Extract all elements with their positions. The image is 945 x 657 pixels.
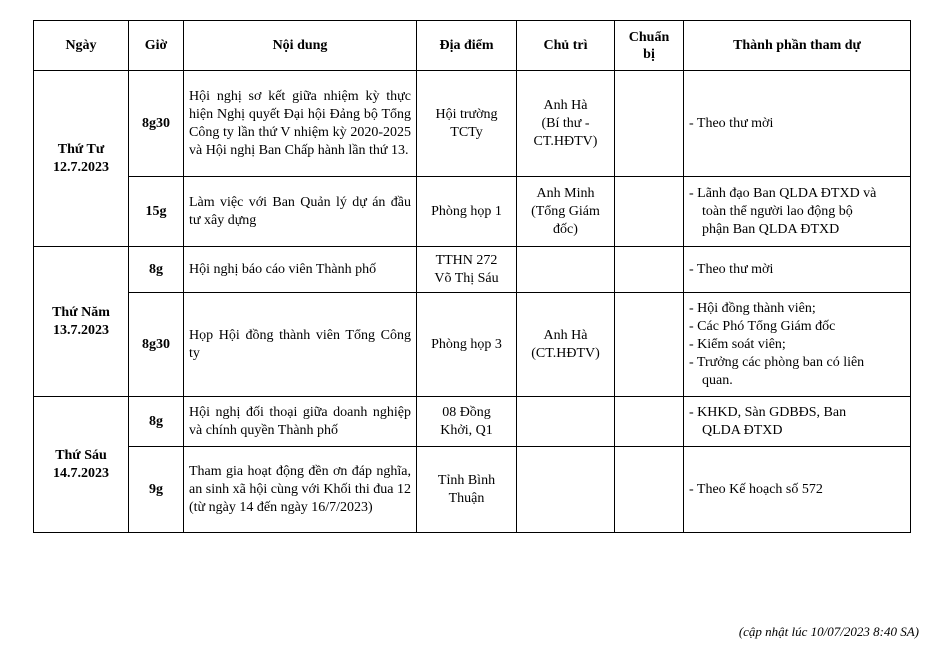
attendee-line: - Trưởng các phòng ban có liên (689, 354, 865, 370)
host-cell (517, 247, 615, 293)
location-cell: Phòng họp 3 (417, 293, 517, 397)
time-cell: 8g (129, 397, 184, 447)
prep-cell (615, 447, 684, 533)
time-cell: 9g (129, 447, 184, 533)
time-cell: 15g (129, 177, 184, 247)
prep-cell (615, 293, 684, 397)
header-host: Chủ trì (517, 21, 615, 71)
day-name: Thứ Tư (57, 141, 105, 157)
schedule-table (33, 20, 911, 533)
time-cell: 8g30 (129, 293, 184, 397)
content-cell: Hội nghị báo cáo viên Thành phố (184, 247, 417, 293)
location-cell: TTHN 272 Võ Thị Sáu (417, 247, 517, 293)
day-name: Thứ Sáu (55, 447, 107, 463)
day-name: Thứ Năm (52, 304, 110, 320)
host-cell (517, 397, 615, 447)
attendee-line: - Theo Kế hoạch số 572 (689, 481, 823, 497)
host-cell: Anh Minh (Tổng Giám đốc) (517, 177, 615, 247)
header-attendees: Thành phần tham dự (684, 21, 911, 71)
header-time: Giờ (129, 21, 184, 71)
host-cell: Anh Hà (CT.HĐTV) (517, 293, 615, 397)
day-date: 12.7.2023 (53, 159, 109, 175)
content-cell: Họp Hội đồng thành viên Tổng Công ty (184, 293, 417, 397)
attendees-cell (684, 177, 911, 247)
header-row (34, 21, 911, 71)
table-row (34, 177, 911, 247)
prep-cell (615, 397, 684, 447)
prep-cell (615, 247, 684, 293)
location-cell: Tỉnh Bình Thuận (417, 447, 517, 533)
attendee-line: - Kiểm soát viên; (689, 336, 786, 352)
attendee-line: - Theo thư mời (689, 261, 774, 277)
attendee-line: - Hội đồng thành viên; (689, 300, 816, 316)
day-cell (34, 397, 129, 533)
time-cell: 8g (129, 247, 184, 293)
table-row (34, 447, 911, 533)
prep-cell (615, 177, 684, 247)
location-cell: 08 Đồng Khởi, Q1 (417, 397, 517, 447)
host-cell (517, 447, 615, 533)
content-cell: Tham gia hoạt động đền ơn đáp nghĩa, an sinh xã hội cùng với Khối thi đua 12 (từ ngày 14 đến ngày 16/7/2023) (184, 447, 417, 533)
table-row (34, 293, 911, 397)
attendee-line: quan. (702, 372, 733, 388)
header-preparation: Chuẩn bị (615, 21, 684, 71)
attendees-cell (684, 293, 911, 397)
day-cell (34, 247, 129, 397)
header-location: Địa điểm (417, 21, 517, 71)
content-cell: Hội nghị sơ kết giữa nhiệm kỳ thực hiện Nghị quyết Đại hội Đảng bộ Tổng Công ty lần thứ V nhiệm kỳ 2020-2025 và Hội nghị Ban Chấp hành lần thứ 13. (184, 71, 417, 177)
table-row (34, 247, 911, 293)
attendee-line: toàn thể người lao động bộ (702, 203, 853, 219)
attendees-cell (684, 71, 911, 177)
attendees-cell (684, 447, 911, 533)
attendee-line: QLDA ĐTXD (702, 422, 783, 438)
attendee-line: - Lãnh đạo Ban QLDA ĐTXD và (689, 185, 877, 201)
location-cell: Hội trường TCTy (417, 71, 517, 177)
table-row (34, 397, 911, 447)
attendee-line: - Theo thư mời (689, 115, 774, 131)
day-cell (34, 71, 129, 247)
header-content: Nội dung (184, 21, 417, 71)
header-date: Ngày (34, 21, 129, 71)
attendees-cell (684, 397, 911, 447)
content-cell: Làm việc với Ban Quản lý dự án đầu tư xây dựng (184, 177, 417, 247)
location-cell: Phòng họp 1 (417, 177, 517, 247)
attendee-line: phận Ban QLDA ĐTXD (702, 221, 840, 237)
day-date: 13.7.2023 (53, 322, 109, 338)
host-cell: Anh Hà (Bí thư - CT.HĐTV) (517, 71, 615, 177)
content-cell: Hội nghị đối thoại giữa doanh nghiệp và chính quyền Thành phố (184, 397, 417, 447)
prep-cell (615, 71, 684, 177)
attendees-cell (684, 247, 911, 293)
attendee-line: - KHKD, Sàn GDBĐS, Ban (689, 404, 847, 420)
update-timestamp: (cập nhật lúc 10/07/2023 8:40 SA) (738, 624, 919, 639)
table-row (34, 71, 911, 177)
time-cell: 8g30 (129, 71, 184, 177)
attendee-line: - Các Phó Tổng Giám đốc (689, 318, 836, 334)
day-date: 14.7.2023 (53, 465, 109, 481)
